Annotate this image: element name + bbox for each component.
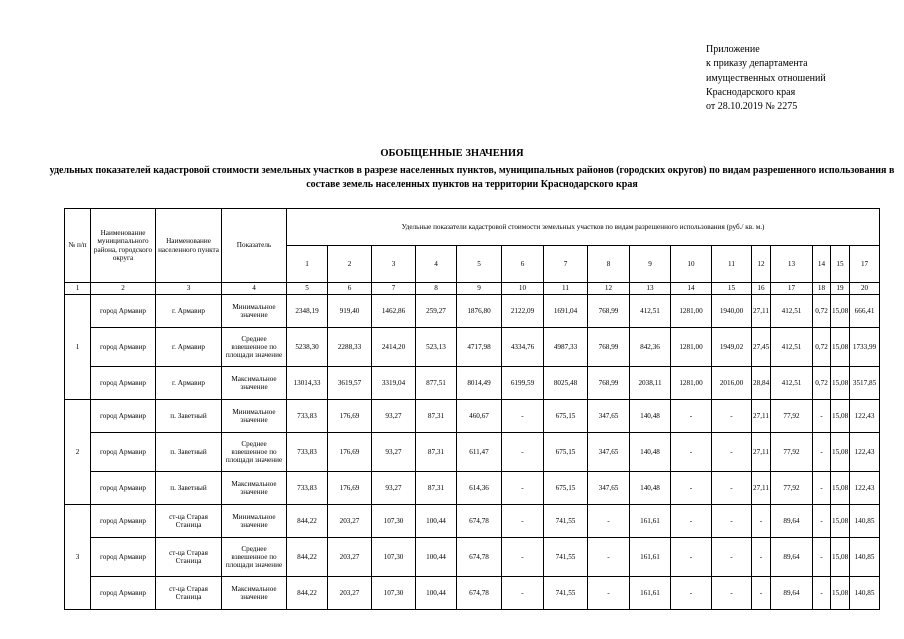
value-cell: 77,92 (771, 433, 813, 472)
column-number-cell: 17 (771, 283, 813, 295)
table-row (65, 538, 880, 577)
value-cell: 87,31 (416, 472, 457, 505)
indicator-cell: Среднее взвешенное по площади значение (222, 433, 287, 472)
column-number-cell: 2 (91, 283, 156, 295)
value-cell: 8025,48 (544, 367, 588, 400)
district-cell: город Армавир (91, 433, 156, 472)
header-usage-type: 6 (502, 246, 544, 283)
value-cell: 1281,00 (671, 367, 712, 400)
value-cell: 2414,20 (372, 328, 416, 367)
column-number-cell: 20 (850, 283, 880, 295)
value-cell: 674,78 (457, 505, 502, 538)
value-cell: 919,40 (328, 295, 372, 328)
header-usage-type: 4 (416, 246, 457, 283)
header-usage-type: 3 (372, 246, 416, 283)
indicator-cell: Среднее взвешенное по площади значение (222, 538, 287, 577)
column-number-cell: 16 (752, 283, 771, 295)
value-cell: - (712, 538, 752, 577)
value-cell: 4334,76 (502, 328, 544, 367)
value-cell: 15,08 (831, 433, 850, 472)
value-cell: 666,41 (850, 295, 880, 328)
value-cell: 2016,00 (712, 367, 752, 400)
value-cell: - (752, 577, 771, 610)
value-cell: 27,11 (752, 433, 771, 472)
value-cell: - (502, 538, 544, 577)
column-numbers-row (65, 283, 880, 295)
value-cell: 768,99 (588, 367, 630, 400)
value-cell: 107,30 (372, 577, 416, 610)
appendix-line: к приказу департамента (706, 58, 808, 70)
header-group: Удельные показатели кадастровой стоимости земельных участков по видам разрешенного использования (руб./ кв. м.) (287, 209, 880, 246)
value-cell: 0,72 (813, 295, 831, 328)
value-cell: - (752, 505, 771, 538)
district-cell: город Армавир (91, 328, 156, 367)
value-cell: 27,45 (752, 328, 771, 367)
header-usage-type: 12 (752, 246, 771, 283)
header-usage-type: 14 (813, 246, 831, 283)
value-cell: 27,11 (752, 472, 771, 505)
value-cell: 1281,00 (671, 328, 712, 367)
column-number-cell: 14 (671, 283, 712, 295)
value-cell: - (588, 577, 630, 610)
value-cell: 89,64 (771, 577, 813, 610)
value-cell: 15,08 (831, 328, 850, 367)
value-cell: - (588, 538, 630, 577)
settlement-cell: ст-ца Старая Станица (156, 538, 222, 577)
value-cell: 844,22 (287, 538, 328, 577)
table-row (65, 472, 880, 505)
value-cell: - (712, 433, 752, 472)
value-cell: 13014,33 (287, 367, 328, 400)
value-cell: 0,72 (813, 367, 831, 400)
column-number-cell: 10 (502, 283, 544, 295)
table-row (65, 577, 880, 610)
value-cell: 140,85 (850, 577, 880, 610)
value-cell: - (671, 400, 712, 433)
value-cell: - (813, 433, 831, 472)
indicator-cell: Максимальное значение (222, 577, 287, 610)
value-cell: 674,78 (457, 538, 502, 577)
value-cell: 100,44 (416, 505, 457, 538)
value-cell: 733,83 (287, 433, 328, 472)
value-cell: - (502, 400, 544, 433)
table-row (65, 367, 880, 400)
value-cell: 8014,49 (457, 367, 502, 400)
value-cell: 87,31 (416, 400, 457, 433)
value-cell: - (502, 505, 544, 538)
column-number-cell: 7 (372, 283, 416, 295)
table-row (65, 295, 880, 328)
district-cell: город Армавир (91, 505, 156, 538)
district-cell: город Армавир (91, 295, 156, 328)
column-number-cell: 12 (588, 283, 630, 295)
value-cell: 2038,11 (630, 367, 671, 400)
value-cell: 1940,00 (712, 295, 752, 328)
value-cell: 877,51 (416, 367, 457, 400)
value-cell: - (671, 538, 712, 577)
header-usage-type: 8 (588, 246, 630, 283)
header-usage-type: 17 (850, 246, 880, 283)
settlement-cell: ст-ца Старая Станица (156, 505, 222, 538)
header-usage-type: 11 (712, 246, 752, 283)
value-cell: 4987,33 (544, 328, 588, 367)
value-cell: - (813, 538, 831, 577)
value-cell: 15,08 (831, 295, 850, 328)
appendix-line: от 28.10.2019 № 2275 (706, 101, 798, 113)
value-cell: 412,51 (630, 295, 671, 328)
value-cell: 203,27 (328, 577, 372, 610)
header-usage-type: 13 (771, 246, 813, 283)
value-cell: - (671, 433, 712, 472)
column-number-cell: 6 (328, 283, 372, 295)
value-cell: 176,69 (328, 400, 372, 433)
appendix-line: имущественных отношений (706, 72, 826, 84)
value-cell: 77,92 (771, 400, 813, 433)
value-cell: 89,64 (771, 505, 813, 538)
settlement-cell: п. Заветный (156, 472, 222, 505)
value-cell: 161,61 (630, 505, 671, 538)
indicator-cell: Максимальное значение (222, 472, 287, 505)
value-cell: 733,83 (287, 472, 328, 505)
table-row (65, 433, 880, 472)
header-district: Наименование муниципального района, городского округа (91, 209, 156, 283)
value-cell: 87,31 (416, 433, 457, 472)
value-cell: - (502, 577, 544, 610)
header-num: № п/п (65, 209, 91, 283)
value-cell: 122,43 (850, 472, 880, 505)
value-cell: - (813, 400, 831, 433)
value-cell: 203,27 (328, 505, 372, 538)
value-cell: 122,43 (850, 400, 880, 433)
value-cell: 2122,09 (502, 295, 544, 328)
document-subtitle: удельных показателей кадастровой стоимости земельных участков в разрезе населенных пунктов, муниципальных районов (городских округов) по видам разрешенного использования в составе земель населенных пунктов на территории Краснодарского края (49, 165, 895, 190)
value-cell: 844,22 (287, 577, 328, 610)
value-cell: - (813, 505, 831, 538)
value-cell: 15,08 (831, 505, 850, 538)
value-cell: 1949,02 (712, 328, 752, 367)
settlement-cell: п. Заветный (156, 400, 222, 433)
value-cell: - (712, 505, 752, 538)
value-cell: 675,15 (544, 400, 588, 433)
value-cell: 1281,00 (671, 295, 712, 328)
value-cell: 768,99 (588, 295, 630, 328)
value-cell: 100,44 (416, 538, 457, 577)
value-cell: 412,51 (771, 328, 813, 367)
table-row (65, 328, 880, 367)
value-cell: - (712, 400, 752, 433)
value-cell: 203,27 (328, 538, 372, 577)
value-cell: - (712, 472, 752, 505)
value-cell: 89,64 (771, 538, 813, 577)
value-cell: 15,08 (831, 400, 850, 433)
indicator-cell: Минимальное значение (222, 505, 287, 538)
value-cell: 140,48 (630, 472, 671, 505)
value-cell: 5238,30 (287, 328, 328, 367)
appendix-line: Краснодарского края (706, 86, 796, 98)
header-usage-type: 2 (328, 246, 372, 283)
value-cell: 4717,98 (457, 328, 502, 367)
column-number-cell: 11 (544, 283, 588, 295)
value-cell: 107,30 (372, 538, 416, 577)
value-cell: 15,08 (831, 367, 850, 400)
value-cell: 140,48 (630, 433, 671, 472)
value-cell: - (671, 577, 712, 610)
appendix-block (706, 43, 826, 114)
value-cell: 2348,19 (287, 295, 328, 328)
value-cell: 100,44 (416, 577, 457, 610)
row-number-cell: 3 (65, 505, 91, 610)
value-cell: 733,83 (287, 400, 328, 433)
value-cell: 15,08 (831, 472, 850, 505)
values-table (64, 208, 880, 610)
value-cell: 161,61 (630, 538, 671, 577)
value-cell: 93,27 (372, 472, 416, 505)
header-usage-type: 9 (630, 246, 671, 283)
value-cell: 1691,04 (544, 295, 588, 328)
value-cell: 140,48 (630, 400, 671, 433)
indicator-cell: Минимальное значение (222, 400, 287, 433)
value-cell: 741,55 (544, 505, 588, 538)
value-cell: 614,36 (457, 472, 502, 505)
value-cell: 611,47 (457, 433, 502, 472)
value-cell: 27,11 (752, 400, 771, 433)
settlement-cell: п. Заветный (156, 433, 222, 472)
value-cell: 412,51 (771, 367, 813, 400)
value-cell: 2288,33 (328, 328, 372, 367)
value-cell: 1876,80 (457, 295, 502, 328)
column-number-cell: 5 (287, 283, 328, 295)
value-cell: - (752, 538, 771, 577)
value-cell: 675,15 (544, 433, 588, 472)
value-cell: - (502, 433, 544, 472)
value-cell: - (671, 472, 712, 505)
column-number-cell: 4 (222, 283, 287, 295)
value-cell: 3619,57 (328, 367, 372, 400)
table-row (65, 400, 880, 433)
value-cell: 176,69 (328, 433, 372, 472)
value-cell: - (712, 577, 752, 610)
value-cell: 93,27 (372, 400, 416, 433)
column-number-cell: 19 (831, 283, 850, 295)
value-cell: - (813, 472, 831, 505)
settlement-cell: ст-ца Старая Станица (156, 577, 222, 610)
value-cell: 6199,59 (502, 367, 544, 400)
value-cell: 741,55 (544, 577, 588, 610)
value-cell: 460,67 (457, 400, 502, 433)
value-cell: 842,36 (630, 328, 671, 367)
district-cell: город Армавир (91, 400, 156, 433)
value-cell: 523,13 (416, 328, 457, 367)
value-cell: 28,84 (752, 367, 771, 400)
settlement-cell: г. Армавир (156, 367, 222, 400)
header-settlement: Наименование населенного пункта (156, 209, 222, 283)
settlement-cell: г. Армавир (156, 328, 222, 367)
column-number-cell: 18 (813, 283, 831, 295)
document-title: ОБОБЩЕННЫЕ ЗНАЧЕНИЯ (380, 148, 524, 159)
settlement-cell: г. Армавир (156, 295, 222, 328)
value-cell: 0,72 (813, 328, 831, 367)
column-number-cell: 15 (712, 283, 752, 295)
value-cell: 15,08 (831, 577, 850, 610)
value-cell: 412,51 (771, 295, 813, 328)
column-number-cell: 1 (65, 283, 91, 295)
value-cell: 347,65 (588, 400, 630, 433)
column-number-cell: 8 (416, 283, 457, 295)
indicator-cell: Минимальное значение (222, 295, 287, 328)
value-cell: - (502, 472, 544, 505)
value-cell: 176,69 (328, 472, 372, 505)
value-cell: 122,43 (850, 433, 880, 472)
row-number-cell: 1 (65, 295, 91, 400)
column-number-cell: 13 (630, 283, 671, 295)
value-cell: 844,22 (287, 505, 328, 538)
district-cell: город Армавир (91, 472, 156, 505)
value-cell: 741,55 (544, 538, 588, 577)
indicator-cell: Максимальное значение (222, 367, 287, 400)
header-indicator: Показатель (222, 209, 287, 283)
column-number-cell: 3 (156, 283, 222, 295)
header-usage-type: 15 (831, 246, 850, 283)
value-cell: 259,27 (416, 295, 457, 328)
row-number-cell: 2 (65, 400, 91, 505)
value-cell: 93,27 (372, 433, 416, 472)
value-cell: 3319,04 (372, 367, 416, 400)
header-usage-type: 1 (287, 246, 328, 283)
header-usage-type: 10 (671, 246, 712, 283)
district-cell: город Армавир (91, 577, 156, 610)
value-cell: 347,65 (588, 472, 630, 505)
value-cell: 161,61 (630, 577, 671, 610)
value-cell: 77,92 (771, 472, 813, 505)
value-cell: 3517,85 (850, 367, 880, 400)
value-cell: 347,65 (588, 433, 630, 472)
value-cell: 1462,86 (372, 295, 416, 328)
district-cell: город Армавир (91, 538, 156, 577)
value-cell: - (588, 505, 630, 538)
header-usage-type: 7 (544, 246, 588, 283)
value-cell: 768,99 (588, 328, 630, 367)
appendix-line: Приложение (706, 44, 760, 55)
value-cell: 107,30 (372, 505, 416, 538)
district-cell: город Армавир (91, 367, 156, 400)
value-cell: 15,08 (831, 538, 850, 577)
indicator-cell: Среднее взвешенное по площади значение (222, 328, 287, 367)
value-cell: 27,11 (752, 295, 771, 328)
value-cell: 1733,99 (850, 328, 880, 367)
header-usage-type: 5 (457, 246, 502, 283)
value-cell: 140,85 (850, 505, 880, 538)
value-cell: - (671, 505, 712, 538)
value-cell: 140,85 (850, 538, 880, 577)
value-cell: 675,15 (544, 472, 588, 505)
value-cell: - (813, 577, 831, 610)
table-row (65, 505, 880, 538)
column-number-cell: 9 (457, 283, 502, 295)
value-cell: 674,78 (457, 577, 502, 610)
